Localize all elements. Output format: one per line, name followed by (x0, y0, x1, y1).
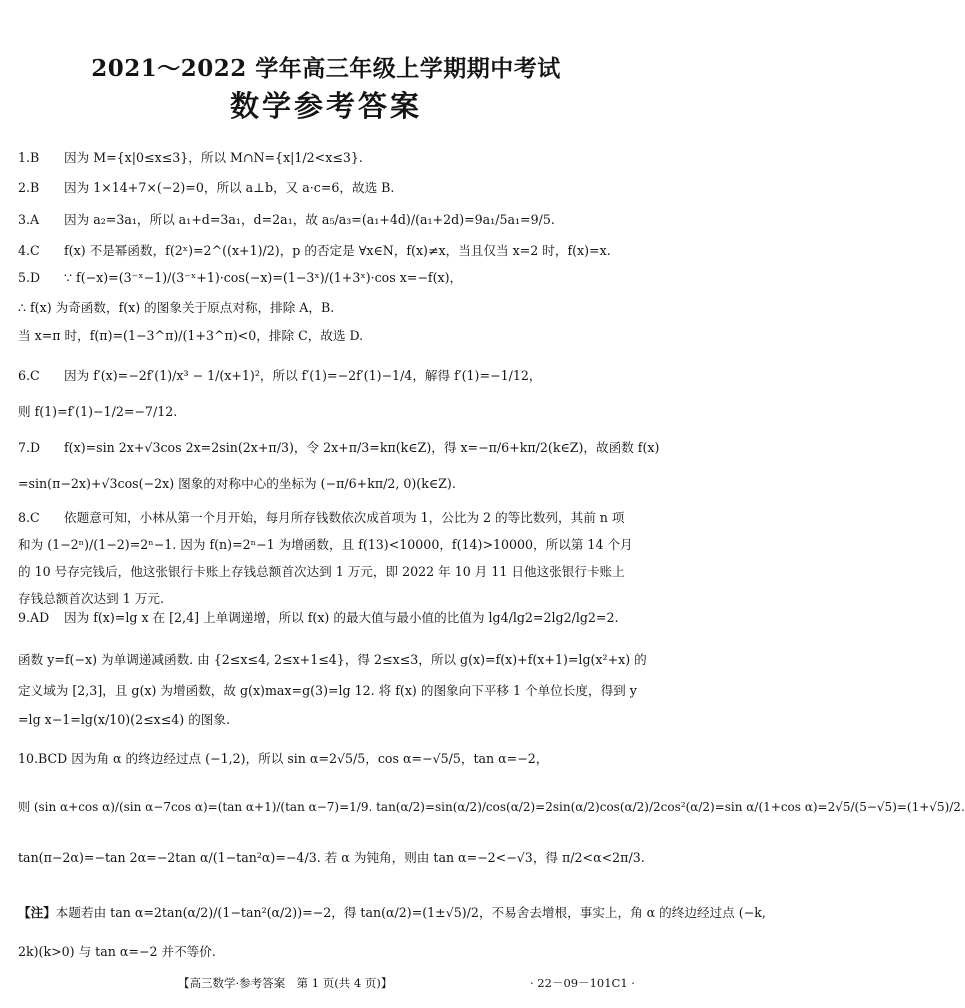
answer-4 (18, 243, 611, 258)
answer-6-line-2 (18, 404, 177, 419)
answer-text: f(x) 不是幂函数，f(2ˣ)=2^((x+1)/2)，p 的否定是 ∀x∈N，f(x)≠x，当且仅当 x=2 时，f(x)=x. (64, 243, 611, 258)
answer-text: ∵ f(−x)=(3⁻ˣ−1)/(3⁻ˣ+1)·cos(−x)=(1−3ˣ)/(1+3ˣ)·cos x=−f(x)， (64, 270, 463, 285)
answer-10-line-2 (18, 800, 965, 815)
answer-label: 1.B (18, 150, 40, 165)
answer-text: 则 f(1)=f′(1)−1/2=−7/12. (18, 404, 178, 419)
footer-page-info: 【高三数学·参考答案 第 1 页(共 4 页)】 (178, 976, 393, 990)
answer-6 (18, 368, 541, 383)
answer-text: 本题若由 tan α=2tan(α/2)/(1−tan²(α/2))=−2，得 tan(α/2)=(1±√5)/2，不易舍去增根，事实上，角 α 的终边经过点 (−k, (55, 905, 766, 920)
answer-text: 当 x=π 时，f(π)=(1−3^π)/(1+3^π)<0，排除 C，故选 D. (18, 328, 364, 343)
answer-label: 9.AD (18, 610, 50, 625)
answer-9-line-4 (18, 712, 230, 727)
answer-9-line-3 (18, 683, 637, 698)
answer-label: 8.C (18, 510, 40, 525)
answer-7 (18, 440, 659, 455)
answer-5-line-2 (18, 300, 334, 315)
answer-8 (18, 504, 636, 612)
answer-text: 因为角 α 的终边经过点 (−1,2)，所以 sin α=2√5/5，cos α=−√5/5，tan α=−2， (71, 751, 549, 766)
answer-text: =lg x−1=lg(x/10)(2≤x≤4) 的图象. (18, 712, 230, 727)
footer-code: · 22－09－101C1 · (530, 976, 635, 990)
answer-10 (18, 751, 548, 766)
answer-label: 4.C (18, 243, 40, 258)
answer-text: ∴ f(x) 为奇函数，f(x) 的图象关于原点对称，排除 A，B. (18, 300, 335, 315)
answer-label: 6.C (18, 368, 40, 383)
answer-text: 因为 f(x)=lg x 在 [2,4] 上单调递增，所以 f(x) 的最大值与最小值的比值为 lg4/lg2=2lg2/lg2=2. (64, 610, 619, 625)
page-subtitle: 数学参考答案 (229, 89, 422, 123)
answer-10-note (18, 905, 766, 920)
answer-text: 依题意可知，小林从第一个月开始，每月所存钱数依次成首项为 1，公比为 2 的等比数列，其前 n 项和为 (1−2ⁿ)/(1−2)=2ⁿ−1. 因为 f(n)=2ⁿ−1 为增函数，且 f(13)<10000，f(14)>10000，所以第 14 个月的 10 号存完钱后，他这张银行卡账上存钱总额首次达到 1 万元，即 2022 年 10 月 11 日他这张银行卡账上存钱总额首次达到 1 万元. (18, 510, 633, 606)
note-label: 【注】 (18, 905, 56, 920)
answer-label: 7.D (18, 440, 41, 455)
answer-text: 因为 f′(x)=−2f′(1)/x³ − 1/(x+1)²，所以 f′(1)=−2f′(1)−1/4，解得 f′(1)=−1/12， (64, 368, 542, 383)
answer-text: 因为 a₂=3a₁，所以 a₁+d=3a₁，d=2a₁，故 a₅/a₃=(a₁+4d)/(a₁+2d)=9a₁/5a₁=9/5. (64, 212, 555, 227)
answer-text: 则 (sin α+cos α)/(sin α−7cos α)=(tan α+1)/(tan α−7)=1/9. tan(α/2)=sin(α/2)/cos(α/2)=2sin(α/2)cos(α/2)/2cos²(α/2)=sin α/(1+cos α)=2√5/(5−√5)=(1+√5)/2. (18, 800, 965, 814)
answer-1 (18, 150, 363, 165)
answer-9 (18, 610, 619, 625)
answer-3 (18, 212, 555, 227)
answer-label: 2.B (18, 180, 40, 195)
page-title: 2021～2022 学年高三年级上学期期中考试 (91, 55, 561, 82)
answer-text: 函数 y=f(−x) 为单调递减函数. 由 {2≤x≤4, 2≤x+1≤4}，得 2≤x≤3，所以 g(x)=f(x)+f(x+1)=lg(x²+x) 的 (18, 652, 647, 667)
answer-label: 10.BCD (18, 751, 68, 766)
answer-text: tan(π−2α)=−tan 2α=−2tan α/(1−tan²α)=−4/3. 若 α 为钝角，则由 tan α=−2<−√3，得 π/2<α<2π/3. (18, 850, 645, 865)
answer-9-line-2 (18, 652, 647, 667)
answer-5-line-3 (18, 328, 363, 343)
answer-text: =sin(π−2x)+√3cos(−2x) 图象的对称中心的坐标为 (−π/6+kπ/2, 0)(k∈Z). (18, 476, 456, 491)
answer-7-line-2 (18, 476, 456, 491)
answer-text: f(x)=sin 2x+√3cos 2x=2sin(2x+π/3)，令 2x+π/3=kπ(k∈Z)，得 x=−π/6+kπ/2(k∈Z)，故函数 f(x) (64, 440, 660, 455)
answer-text: 2k)(k>0) 与 tan α=−2 并不等价. (18, 944, 216, 959)
answer-5 (18, 270, 462, 285)
answer-10-line-3 (18, 850, 645, 865)
answer-label: 3.A (18, 212, 40, 227)
answer-10-note-line-2 (18, 944, 216, 959)
answer-text: 因为 1×14+7×(−2)=0，所以 a⊥b，又 a·c=6，故选 B. (64, 180, 395, 195)
answer-text: 因为 M={x|0≤x≤3}，所以 M∩N={x|1/2<x≤3}. (64, 150, 363, 165)
answer-text: 定义域为 [2,3]，且 g(x) 为增函数，故 g(x)max=g(3)=lg 12. 将 f(x) 的图象向下平移 1 个单位长度，得到 y (18, 683, 637, 698)
answer-label: 5.D (18, 270, 41, 285)
answer-2 (18, 180, 394, 195)
